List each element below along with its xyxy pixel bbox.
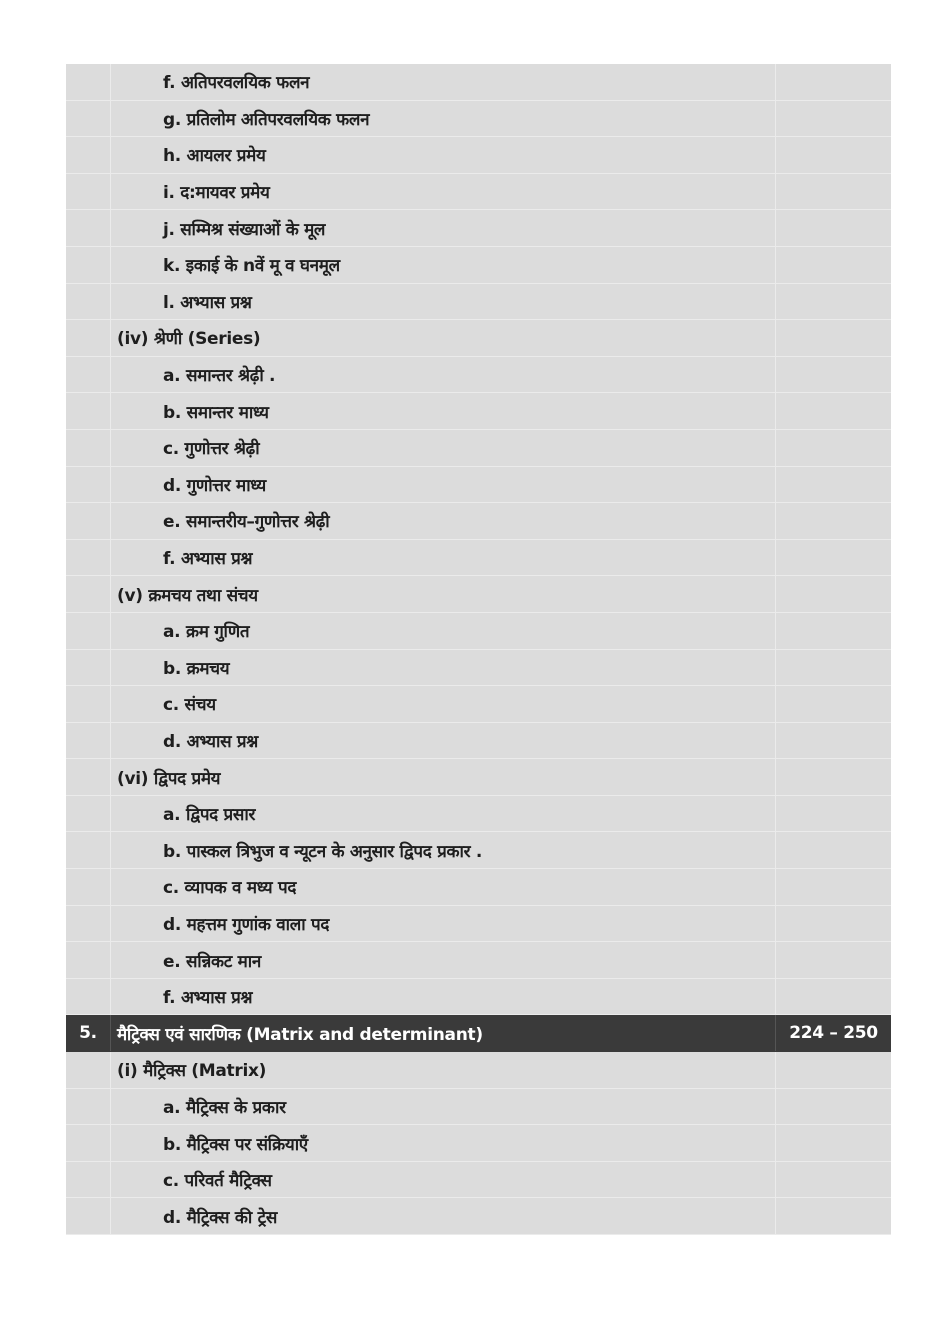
topic-title: f. अतिपरवलयिक फलन (111, 64, 776, 100)
page-range (776, 466, 892, 503)
chapter-number (66, 283, 111, 320)
chapter-number (66, 429, 111, 466)
page-range (776, 722, 892, 759)
topic-title: g. प्रतिलोम अतिपरवलयिक फलन (111, 100, 776, 137)
topic-title: d. गुणोत्तर माध्य (111, 466, 776, 503)
topic-title: k. इकाई के nवें मू व घनमूल (111, 246, 776, 283)
toc-row (66, 649, 891, 686)
topic-title: f. अभ्यास प्रश्न (111, 539, 776, 576)
toc-row (66, 356, 891, 393)
chapter-number (66, 210, 111, 247)
toc-row (66, 466, 891, 503)
toc-row (66, 722, 891, 759)
page-range (776, 832, 892, 869)
page-range (776, 393, 892, 430)
topic-title: b. मैट्रिक्स पर संक्रियाएँ (111, 1125, 776, 1162)
topic-title: (v) क्रमचय तथा संचय (111, 576, 776, 613)
page-range (776, 64, 892, 100)
page-range (776, 173, 892, 210)
topic-title: a. द्विपद प्रसार (111, 795, 776, 832)
chapter-number (66, 1161, 111, 1198)
toc-row (66, 905, 891, 942)
topic-title: l. अभ्यास प्रश्न (111, 283, 776, 320)
toc-row (66, 100, 891, 137)
toc-row (66, 942, 891, 979)
toc-row (66, 173, 891, 210)
page-range (776, 978, 892, 1015)
chapter-row (66, 1015, 891, 1052)
topic-title: e. समान्तरीय–गुणोत्तर श्रेढ़ी (111, 503, 776, 540)
page-range (776, 539, 892, 576)
page-range (776, 210, 892, 247)
toc-row (66, 503, 891, 540)
chapter-number (66, 320, 111, 357)
chapter-number (66, 1088, 111, 1125)
page-range (776, 1161, 892, 1198)
topic-title: (vi) द्विपद प्रमेय (111, 759, 776, 796)
chapter-number (66, 466, 111, 503)
chapter-number (66, 832, 111, 869)
toc-row (66, 1088, 891, 1125)
toc-row (66, 832, 891, 869)
toc-body (66, 64, 891, 1235)
page-range (776, 795, 892, 832)
topic-title: d. मैट्रिक्स की ट्रेस (111, 1198, 776, 1235)
topic-title: c. संचय (111, 686, 776, 723)
toc-row (66, 539, 891, 576)
toc-row (66, 1052, 891, 1089)
topic-title: e. सन्निकट मान (111, 942, 776, 979)
chapter-number (66, 686, 111, 723)
topic-title: f. अभ्यास प्रश्न (111, 978, 776, 1015)
toc-row (66, 795, 891, 832)
toc-row (66, 393, 891, 430)
chapter-number (66, 722, 111, 759)
toc-row (66, 1198, 891, 1235)
chapter-number (66, 539, 111, 576)
chapter-number (66, 795, 111, 832)
page-range (776, 1198, 892, 1235)
page-range (776, 429, 892, 466)
page-range (776, 576, 892, 613)
page-range (776, 320, 892, 357)
chapter-number (66, 978, 111, 1015)
topic-title: a. क्रम गुणित (111, 612, 776, 649)
topic-title: h. आयलर प्रमेय (111, 137, 776, 174)
topic-title: a. मैट्रिक्स के प्रकार (111, 1088, 776, 1125)
page-range (776, 942, 892, 979)
chapter-title: मैट्रिक्स एवं सारणिक (Matrix and determinant) (111, 1015, 776, 1052)
toc-row (66, 246, 891, 283)
page-range (776, 759, 892, 796)
page-range (776, 1088, 892, 1125)
chapter-number (66, 1198, 111, 1235)
toc-row (66, 576, 891, 613)
topic-title: a. समान्तर श्रेढ़ी . (111, 356, 776, 393)
toc-row (66, 612, 891, 649)
topic-title: b. समान्तर माध्य (111, 393, 776, 430)
page-range: 224 – 250 (776, 1015, 892, 1052)
toc-row (66, 1125, 891, 1162)
page-range (776, 1052, 892, 1089)
topic-title: i. द:मायवर प्रमेय (111, 173, 776, 210)
page-range (776, 905, 892, 942)
toc-row (66, 759, 891, 796)
topic-title: (i) मैट्रिक्स (Matrix) (111, 1052, 776, 1089)
chapter-number (66, 100, 111, 137)
chapter-number (66, 173, 111, 210)
chapter-number (66, 64, 111, 100)
chapter-number (66, 649, 111, 686)
topic-title: c. परिवर्त मैट्रिक्स (111, 1161, 776, 1198)
chapter-number (66, 942, 111, 979)
toc-row (66, 869, 891, 906)
page-range (776, 869, 892, 906)
topic-title: c. व्यापक व मध्य पद (111, 869, 776, 906)
page-range (776, 100, 892, 137)
toc-row (66, 429, 891, 466)
page-range (776, 612, 892, 649)
page-range (776, 1125, 892, 1162)
chapter-number (66, 905, 111, 942)
chapter-number (66, 759, 111, 796)
toc-row (66, 320, 891, 357)
page-range (776, 283, 892, 320)
chapter-number (66, 576, 111, 613)
toc-row (66, 210, 891, 247)
topic-title: b. पास्कल त्रिभुज व न्यूटन के अनुसार द्विपद प्रकार . (111, 832, 776, 869)
chapter-number (66, 612, 111, 649)
topic-title: d. महत्तम गुणांक वाला पद (111, 905, 776, 942)
chapter-number (66, 1052, 111, 1089)
chapter-number (66, 869, 111, 906)
chapter-number (66, 137, 111, 174)
page-range (776, 503, 892, 540)
page-range (776, 137, 892, 174)
chapter-number (66, 356, 111, 393)
topic-title: (iv) श्रेणी (Series) (111, 320, 776, 357)
toc-row (66, 686, 891, 723)
topic-title: c. गुणोत्तर श्रेढ़ी (111, 429, 776, 466)
topic-title: j. सम्मिश्र संख्याओं के मूल (111, 210, 776, 247)
chapter-number (66, 1125, 111, 1162)
toc-row (66, 978, 891, 1015)
chapter-number (66, 393, 111, 430)
page-range (776, 246, 892, 283)
toc-row (66, 137, 891, 174)
topic-title: b. क्रमचय (111, 649, 776, 686)
page-range (776, 356, 892, 393)
table-of-contents (66, 64, 891, 1235)
chapter-number (66, 503, 111, 540)
toc-row (66, 283, 891, 320)
toc-row (66, 1161, 891, 1198)
chapter-number (66, 246, 111, 283)
page-range (776, 649, 892, 686)
chapter-number: 5. (66, 1015, 111, 1052)
toc-row (66, 64, 891, 100)
page-range (776, 686, 892, 723)
topic-title: d. अभ्यास प्रश्न (111, 722, 776, 759)
